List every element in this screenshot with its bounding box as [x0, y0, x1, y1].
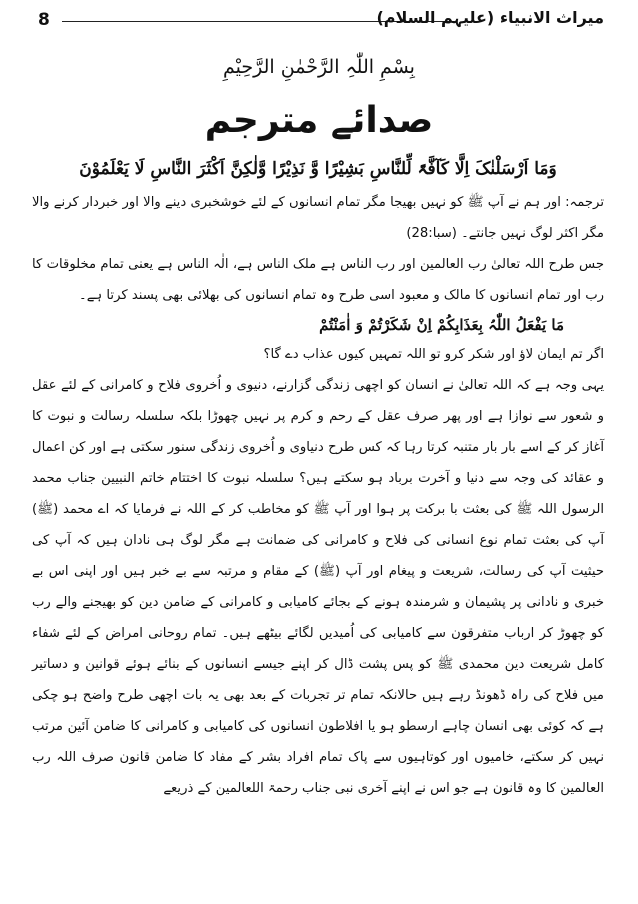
bismillah: بِسْمِ اللّٰہِ الرَّحْمٰنِ الرَّحِیْمِ	[223, 56, 415, 78]
verse-translation: ترجمہ: اور ہم نے آپ ﷺ کو نہیں بھیجا مگر تمام انسانوں کے لئے خوشخبری دینے والا اور خبردار کرنے والا مگر اکثر لوگ نہیں جانتے۔ (سبا:28)	[32, 195, 604, 241]
paragraph: یہی وجہ ہے کہ اللہ تعالیٰ نے انسان کو اچھی زندگی گزارنے، دنیوی و اُخروی فلاح و کامرانی کے لئے عقل و شعور سے نوازا ہے اور پھر صرف عقل کے رحم و کرم پر نہیں چھوڑا بلکہ سلسلہ رسالت و نبوت کا آغاز کر کے اسے بار بار متنبہ کرتا رہا کہ کس طرح دنیاوی و اُخروی زندگی سنور سکتی ہے اور کن اعمال و عقائد کی وجہ سے دنیا و آخرت برباد ہو سکتے ہیں؟ سلسلہ نبوت کا اختتام خاتم النبیین جناب محمد الرسول اللہ ﷺ کی بعثت با برکت پر ہوا اور آپ ﷺ کو مخاطب کر کے اللہ نے فرمایا کہ اے محمد (ﷺ) آپ کی بعثت تمام نوع انسانی کی فلاح و کامرانی کی ضمانت ہے مگر لوگ ہی نادان ہیں کہ آپ کی حیثیت آپ کی رسالت، شریعت و پیغام اور آپ (ﷺ) کے مقام و مرتبہ سے بے خبر ہیں اور اپنی اس بے خبری و نادانی پر پشیمان و شرمندہ ہونے کے بجائے کامیابی و کامرانی کے ضامن دین کو بھیجنے والے رب کو چھوڑ کر ارباب متفرقون سے کامیابی کی اُمیدیں لگائے بیٹھے ہیں۔ تمام روحانی امراض کے لئے شفاء کامل شریعت دین محمدی ﷺ کو پس پشت ڈال کر اپنے جیسے انسانوں کے بنائے ہوئے قوانین و دساتیر میں فلاح کی راہ ڈھونڈ رہے ہیں حالانکہ تمام تر تجربات کے بعد بھی یہ بات اچھی طرح واضح ہو چکی ہے کہ کوئی بھی انسان چاہے ارسطو ہو یا افلاطون انسانوں کی کامیابی و کامرانی کا ضامن آئین مرتب نہیں کر سکتے، خامیوں اور کوتاہیوں سے پاک تمام افراد بشر کے مفاد کا ضامن قانون صرف اللہ رب العالمین کا وہ قانون ہے جو اس نے اپنے آخری نبی جناب رحمۃ اللعالمین کے ذریعے	[32, 378, 604, 796]
verse-2-translation: اگر تم ایمان لاؤ اور شکر کرو تو اللہ تمہیں کیوں عذاب دے گا؟	[263, 347, 604, 362]
quran-verse-2: مَا یَفْعَلُ اللّٰہُ بِعَذَابِکُمْ اِنْ شَکَرْتُمْ وَ اٰمَنْتُمْ	[319, 316, 564, 334]
page-header	[34, 8, 604, 34]
page-number: 8	[38, 10, 50, 30]
page-title: صدائے مترجم	[204, 100, 434, 141]
body-text	[32, 158, 604, 804]
quran-verse: وَمَا اَرْسَلْنٰکَ اِلَّا کَآفَّۃً لِّلنَّاسِ بَشِیْرًا وَّ نَذِیْرًا وَّلٰکِنَّ اَکْثَرَ النَّاسِ لَا یَعْلَمُوْنَ	[79, 159, 557, 179]
paragraph: جس طرح اللہ تعالیٰ رب العالمین اور رب الناس ہے ملک الناس ہے، الٰہ الناس ہے یعنی تمام مخلوقات کا رب اور تمام انسانوں کا مالک و معبود اسی طرح وہ تمام انسانوں کی بھلائی بھی پسند کرتا ہے۔	[32, 257, 604, 303]
book-title: میراث الانبیاء (علیہم السلام)	[376, 8, 604, 27]
